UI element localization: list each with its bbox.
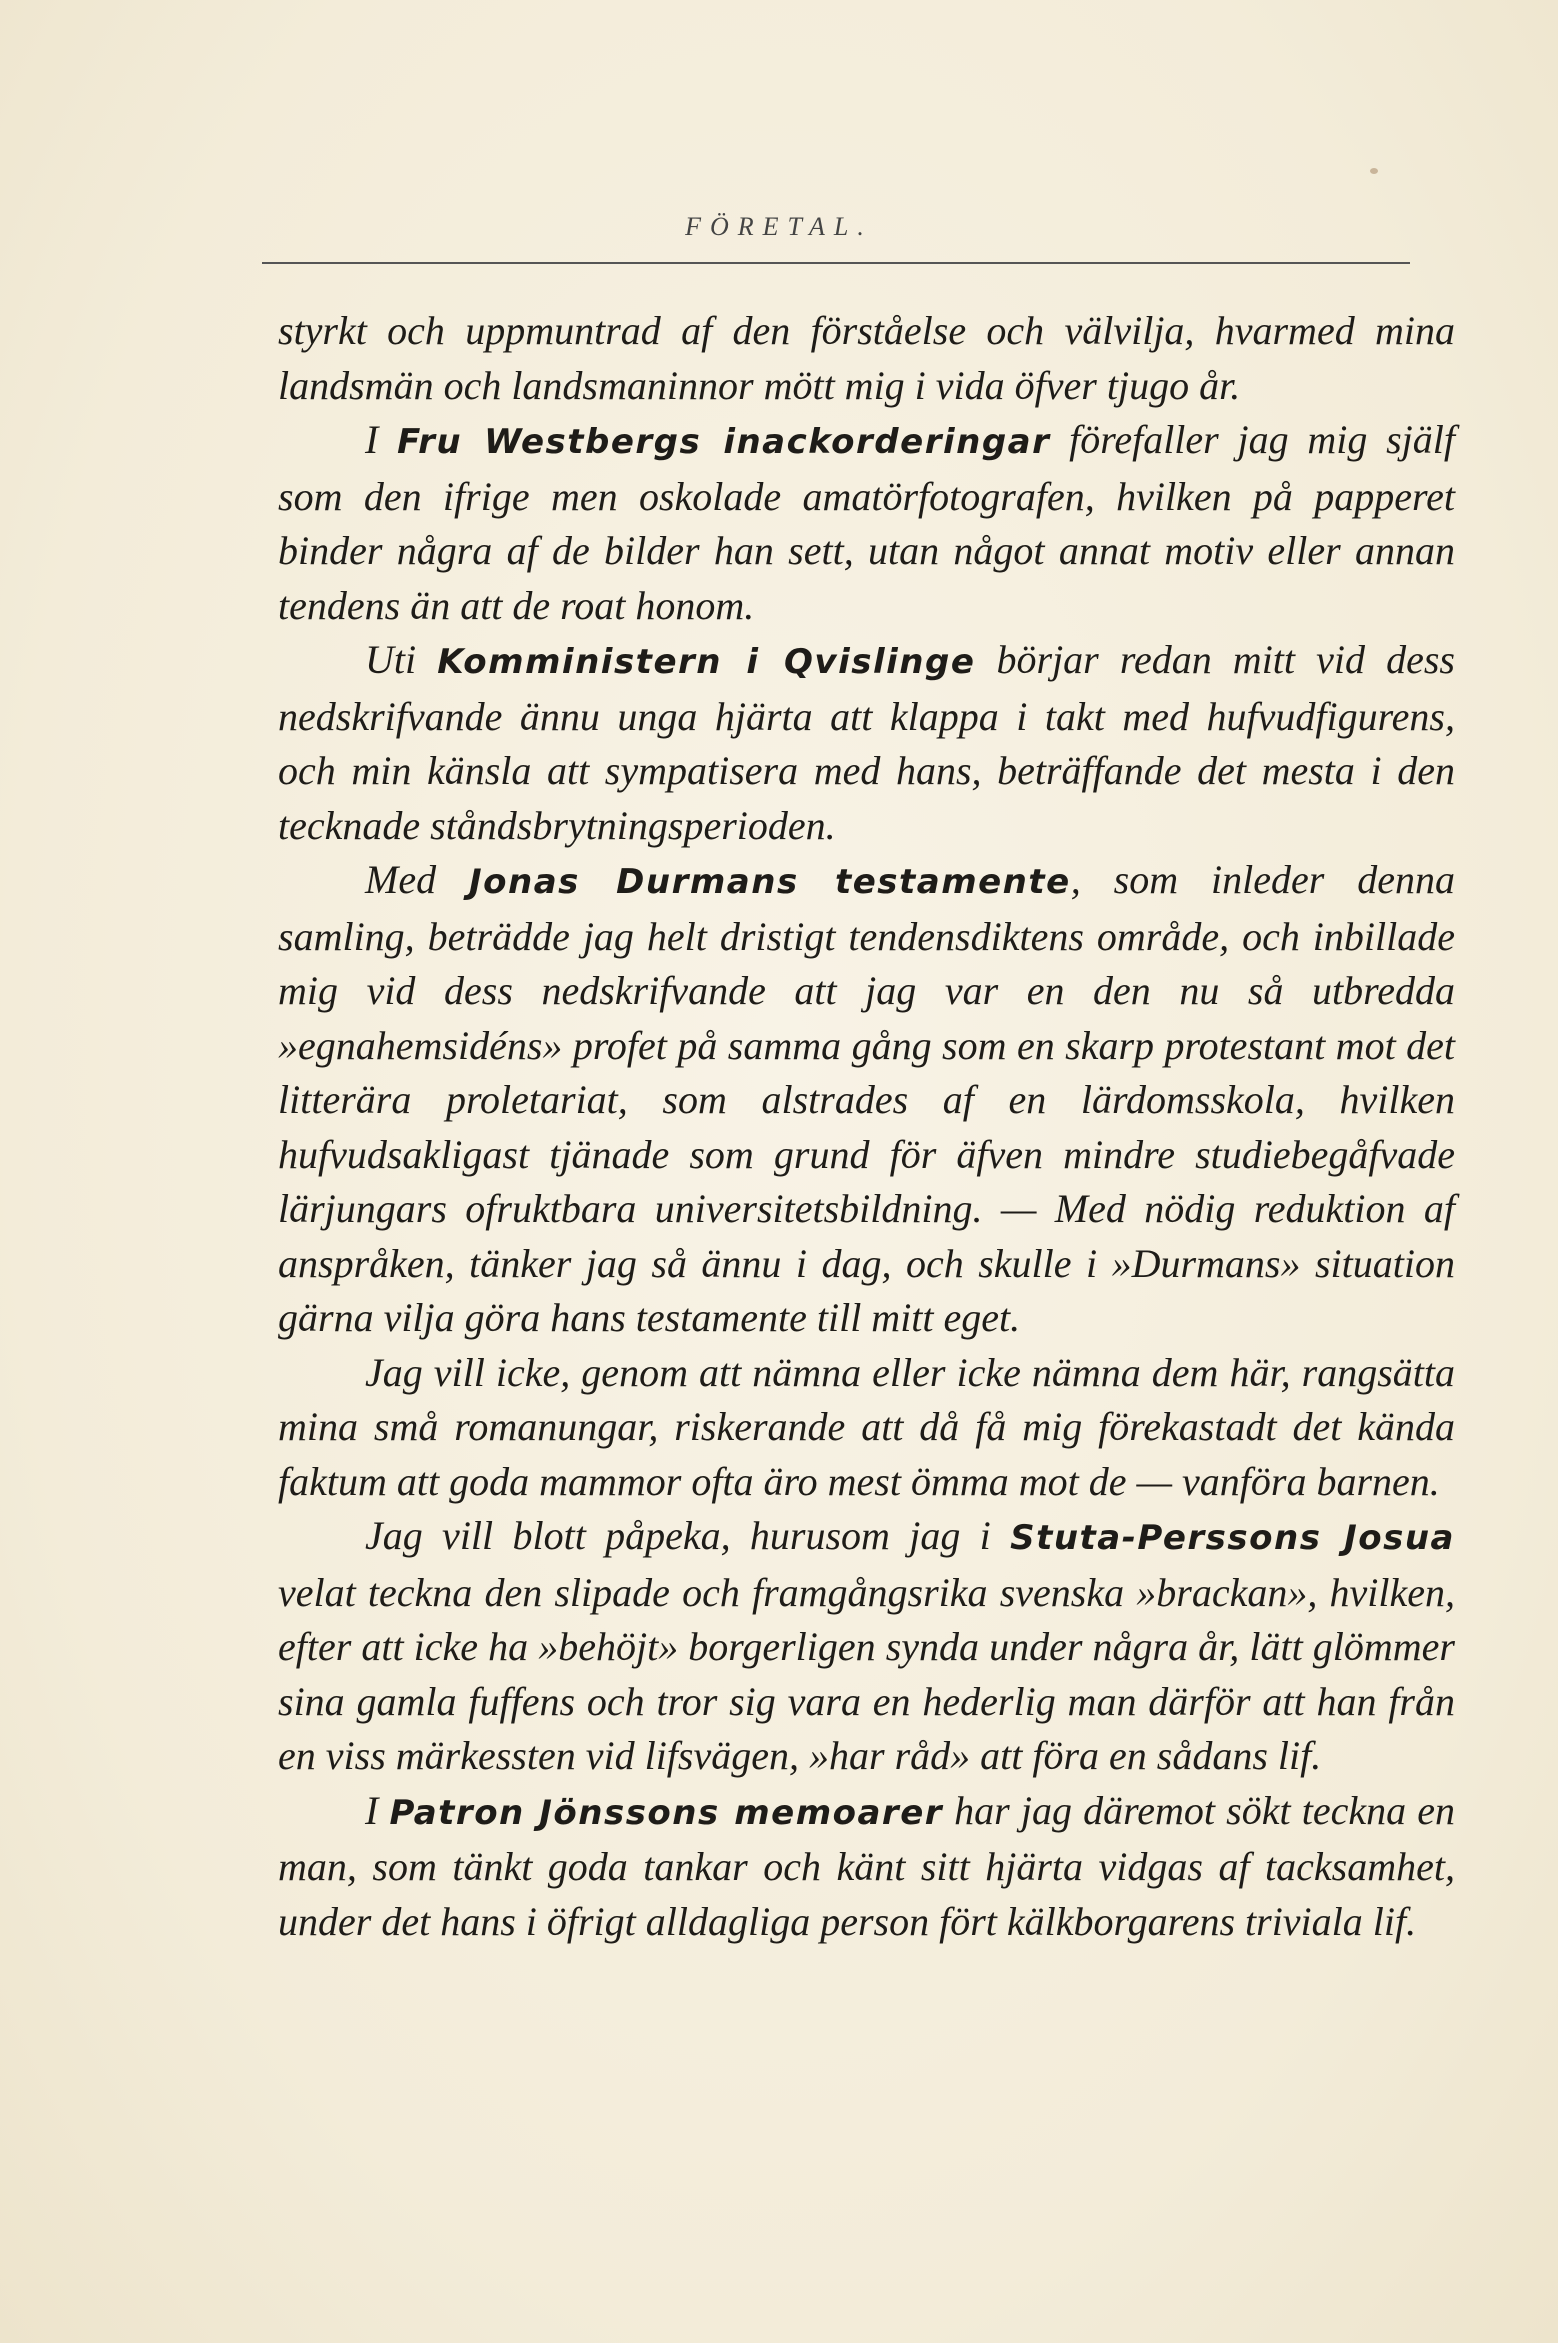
text-run: I bbox=[365, 417, 398, 462]
text-run: Uti bbox=[365, 637, 438, 682]
text-run: styrkt och uppmuntrad af den förståelse och välvilja, hvarmed mina landsmän och landsmaninnor mött mig i vida öfver tjugo år. bbox=[278, 308, 1455, 408]
work-title: Komministern i Qvislinge bbox=[437, 642, 976, 682]
paper-speck bbox=[1370, 168, 1378, 174]
text-run: velat teckna den slipade och framgångsrika svenska »brackan», hvilken, efter att icke ha »behöjt» borgerligen synda under några år, lätt glömmer sina gamla fuffens och tror sig vara en hederlig man därför att han från en viss märkessten vid lifsvägen, »har råd» att föra en sådans lif. bbox=[278, 1569, 1455, 1778]
body-text bbox=[278, 304, 1455, 1949]
paragraph bbox=[278, 853, 1455, 1346]
paragraph bbox=[278, 1509, 1455, 1784]
text-run: har jag däremot sökt teckna en man, som tänkt goda tankar och känt sitt hjärta vidgas af tacksamhet, under det hans i öfrigt alldagliga person fört kälkborgarens triviala lif. bbox=[278, 1787, 1456, 1944]
header-rule bbox=[262, 262, 1410, 264]
running-header: FÖRETAL. bbox=[685, 212, 873, 241]
paragraph bbox=[278, 633, 1455, 853]
paragraph bbox=[278, 1346, 1455, 1510]
text-run: Jag vill icke, genom att nämna eller icke nämna dem här, rangsätta mina små romanungar, riskerande att då få mig förekastadt det kända faktum att goda mammor ofta äro mest ömma mot de — vanföra barnen. bbox=[278, 1349, 1455, 1504]
text-run: Med bbox=[365, 857, 470, 902]
text-run: börjar redan mitt vid dess nedskrifvande ännu unga hjärta att klappa i takt med hufvudfigurens, och min känsla att sympatisera med hans, beträffande det mesta i den tecknade ståndsbrytningsperioden. bbox=[278, 637, 1455, 848]
paragraph bbox=[278, 304, 1455, 413]
work-title: Patron Jönssons memoarer bbox=[389, 1792, 944, 1833]
work-title: Jonas Durmans testamente bbox=[469, 862, 1071, 902]
paragraph bbox=[278, 1784, 1455, 1950]
text-run: Jag vill blott påpeka, hurusom jag i bbox=[365, 1513, 1011, 1558]
work-title: Stuta-Perssons Josua bbox=[1010, 1518, 1455, 1558]
text-run: förefaller jag mig själf som den ifrige men oskolade amatörfotografen, hvilken på papperet binder några af de bilder han sett, utan något annat motiv eller annan tendens än att de roat honom. bbox=[278, 417, 1456, 628]
paragraph bbox=[278, 413, 1455, 633]
text-run: , som inleder denna samling, beträdde jag helt dristigt tendensdiktens område, och inbillade mig vid dess nedskrifvande att jag var en den nu så utbredda »egnahemsidéns» profet på samma gång som en skarp protestant mot det litterära proletariat, som alstrades af en lärdomsskola, hvilken hufvudsakligast tjänade som grund för äfven mindre studiebegåfvade lärjungars ofruktbara universitetsbildning. — Med nödig reduktion af anspråken, tänker jag så ännu i dag, och skulle i »Durmans» situation gärna vilja göra hans testamente till mitt eget. bbox=[278, 857, 1455, 1340]
work-title: Fru Westbergs inackorderingar bbox=[397, 422, 1051, 462]
text-run: I bbox=[365, 1787, 390, 1833]
